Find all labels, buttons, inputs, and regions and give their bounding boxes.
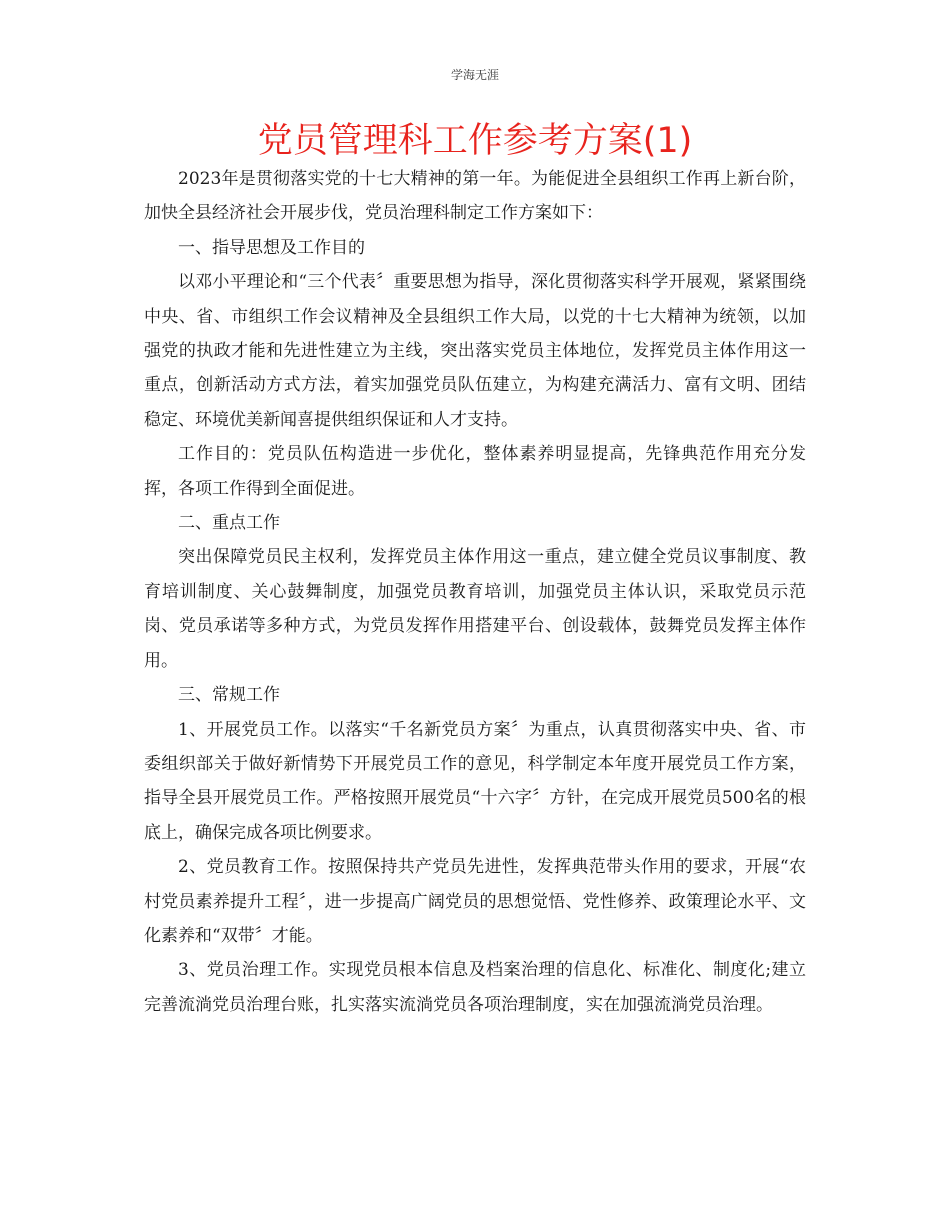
paragraph-intro: 2023年是贯彻落实党的十七大精神的第一年。为能促进全县组织工作再上新台阶，加快全县经济社会开展步伐，党员治理科制定工作方案如下：: [144, 169, 806, 224]
paragraph-item-1: 1、开展党员工作。以落实“千名新党员方案〞为重点，认真贯彻落实中央、省、市委组织部关于做好新情势下开展党员工作的意见，科学制定本年度开展党员工作方案，指导全县开展党员工作。严格按照开展党员“十六字〞方针，在完成开展党员500名的根底上，确保完成各项比例要求。: [144, 719, 806, 843]
paragraph-key-work: 突出保障党员民主权利，发挥党员主体作用这一重点，建立健全党员议事制度、教育培训制度、关心鼓舞制度，加强党员教育培训，加强党员主体认识，采取党员示范岗、党员承诺等多种方式，为党员发挥作用搭建平台、创设载体，鼓舞党员发挥主体作用。: [144, 547, 806, 671]
paragraph-item-2: 2、党员教育工作。按照保持共产党员先进性，发挥典范带头作用的要求，开展“农村党员素养提升工程〞，进一步提高广阔党员的思想觉悟、党性修养、政策理论水平、文化素养和“双带〞才能。: [144, 857, 806, 946]
document-body: [144, 162, 806, 1022]
paragraph-item-3: 3、党员治理工作。实现党员根本信息及档案治理的信息化、标准化、制度化;建立完善流淌党员治理台账，扎实落实流淌党员各项治理制度，实在加强流淌党员治理。: [144, 960, 806, 1015]
header-note: 学海无涯: [450, 68, 499, 82]
paragraph-work-goal: 工作目的：党员队伍构造进一步优化，整体素养明显提高，先锋典范作用充分发挥，各项工作得到全面促进。: [144, 444, 806, 499]
section-heading-2: 二、重点工作: [178, 513, 280, 534]
document-title: 党员管理科工作参考方案(1): [257, 121, 693, 161]
section-heading-1: 一、指导思想及工作目的: [178, 237, 365, 258]
section-heading-3: 三、常规工作: [178, 685, 280, 706]
paragraph-guiding-thought: 以邓小平理论和“三个代表〞重要思想为指导，深化贯彻落实科学开展观，紧紧围绕中央、省、市组织工作会议精神及全县组织工作大局，以党的十七大精神为统领，以加强党的执政才能和先进性建立为主线，突出落实党员主体地位，发挥党员主体作用这一重点，创新活动方式方法，着实加强党员队伍建立，为构建充满活力、富有文明、团结稳定、环境优美新闻喜提供组织保证和人才支持。: [144, 272, 806, 430]
